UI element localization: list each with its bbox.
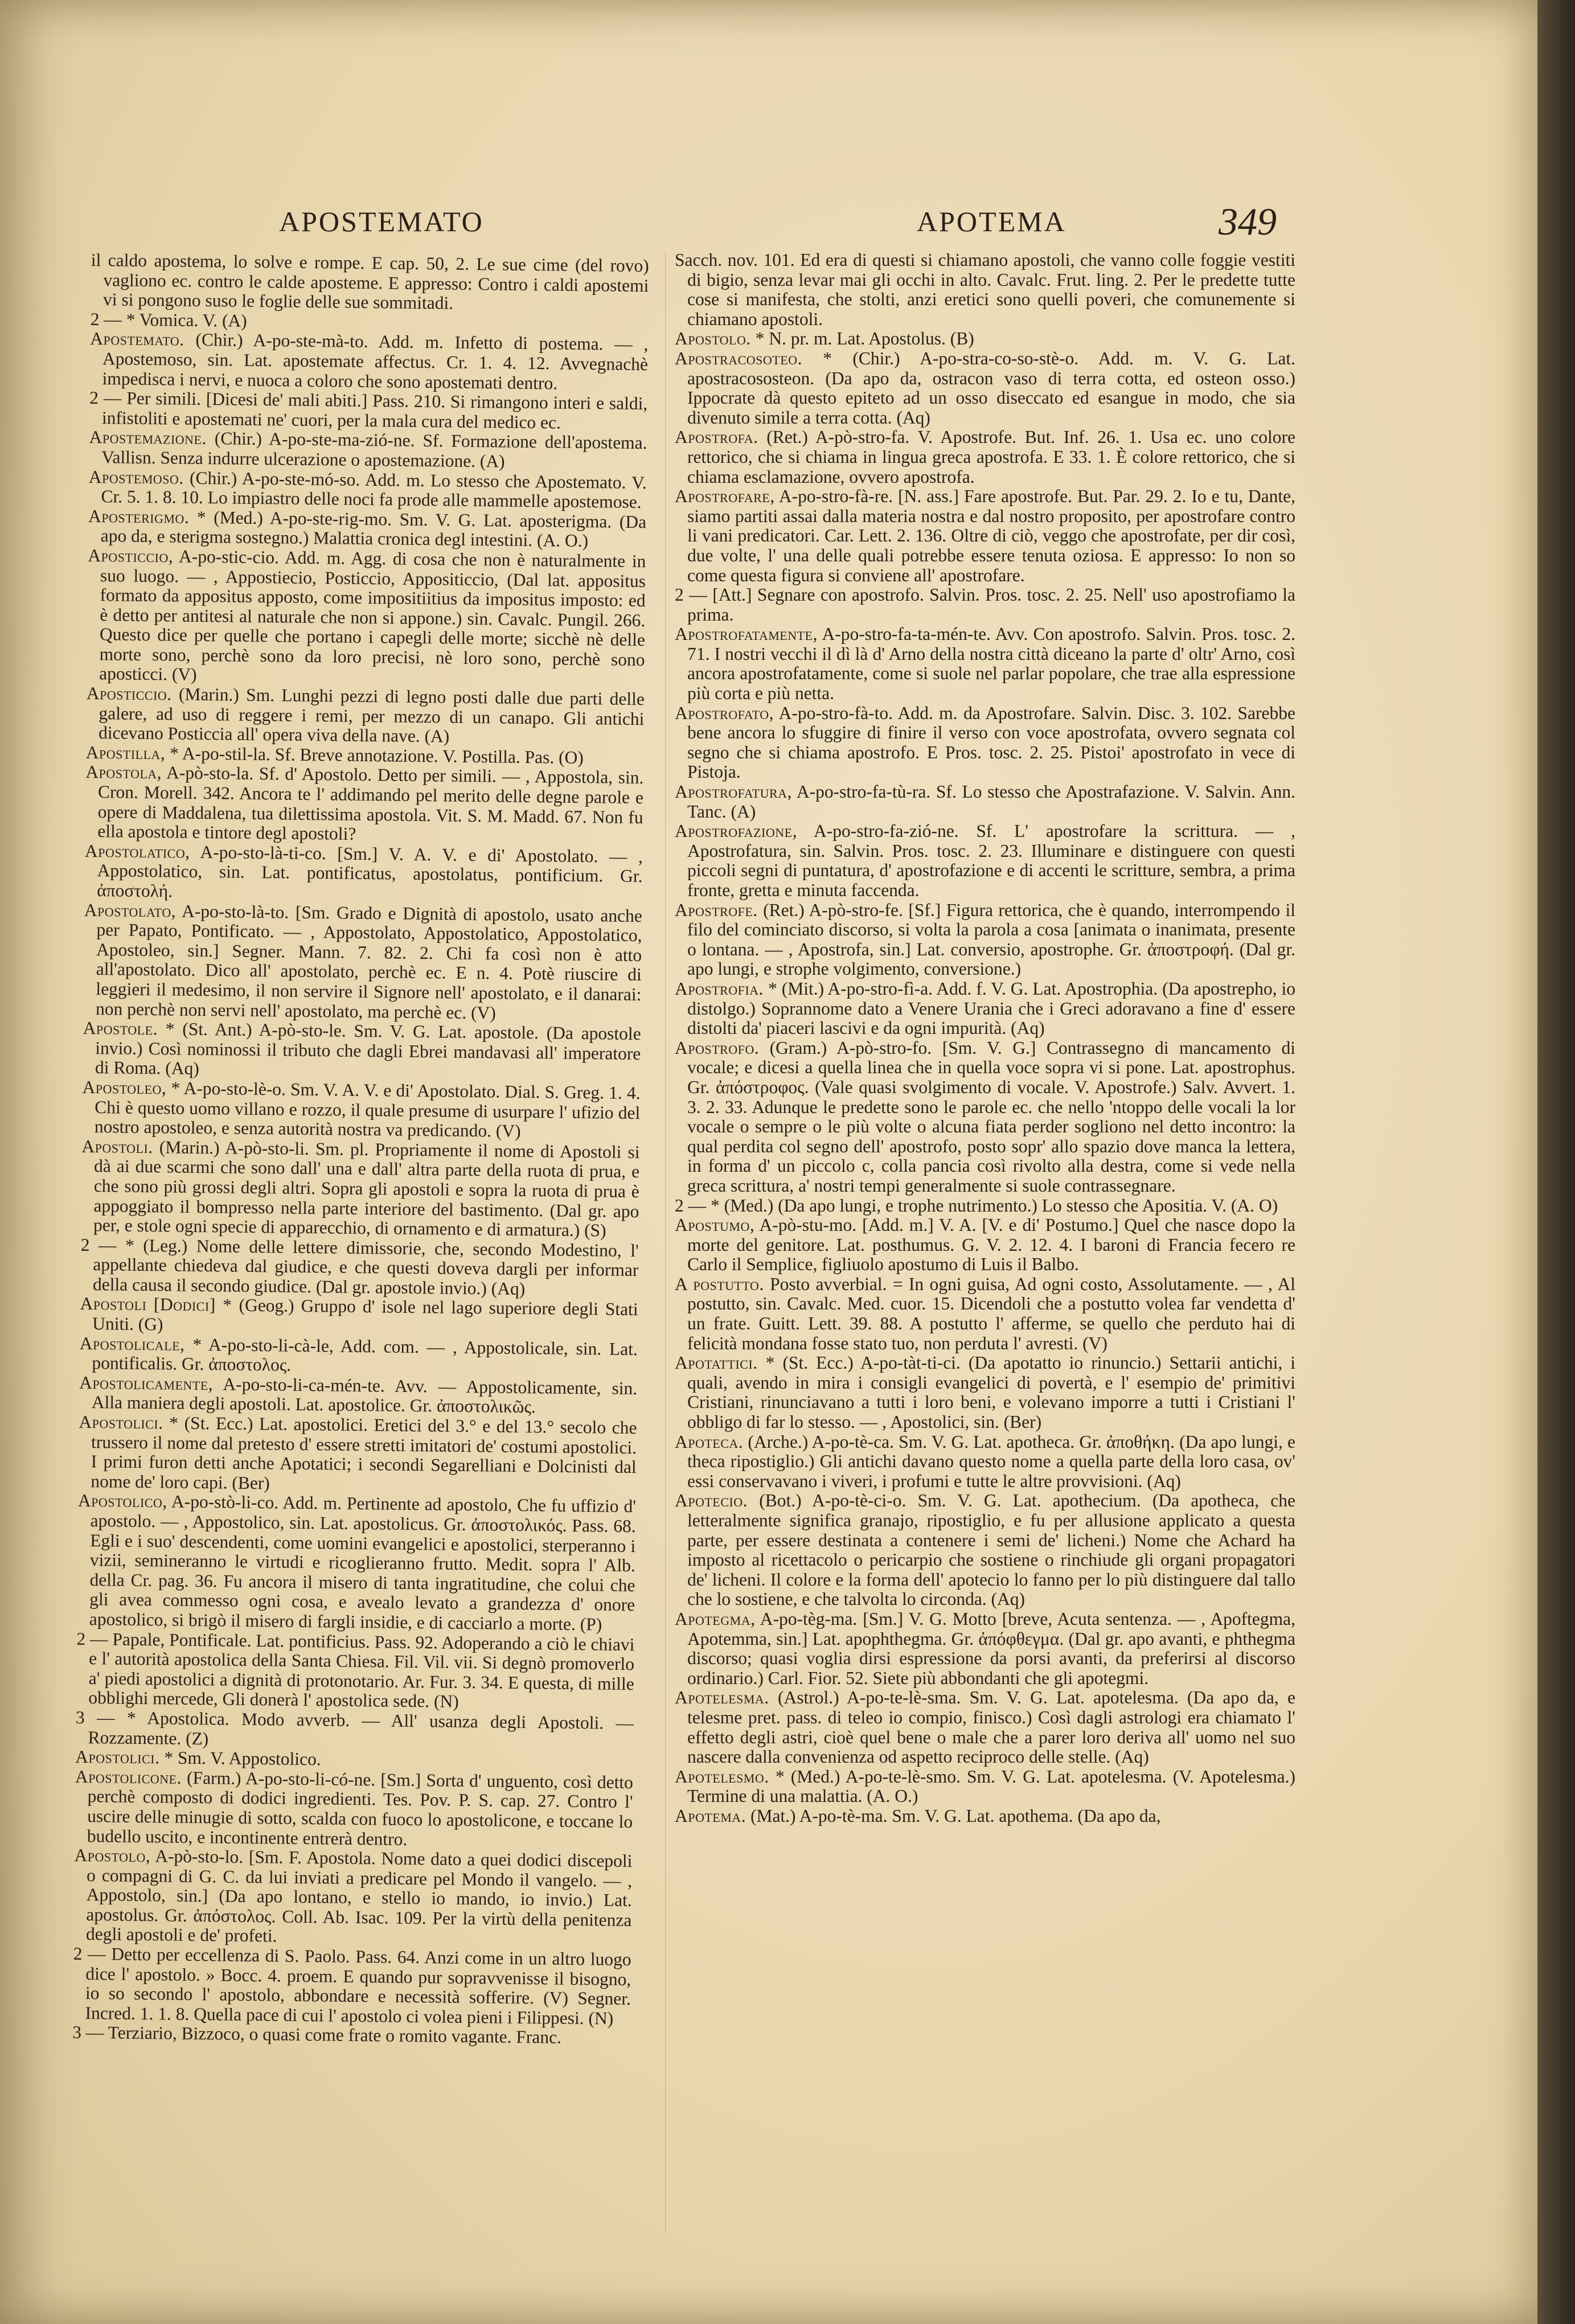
dictionary-entry	[73, 1846, 633, 1950]
entry-text: 3 — * Apostolica. Modo avverb. — All' usanza degli Apostoli. — Rozzamente. (Z)	[75, 1707, 634, 1748]
dictionary-entry	[675, 329, 1295, 349]
page-number: 349	[1219, 200, 1277, 243]
entry-headword: Apostrofe.	[675, 900, 758, 920]
dictionary-entry	[675, 1432, 1295, 1492]
entry-headword: Apostoleo,	[82, 1077, 167, 1098]
dictionary-entry	[675, 1353, 1295, 1432]
entry-headword: Apostemoso.	[88, 466, 184, 488]
dictionary-entry	[675, 1609, 1295, 1688]
entry-text: A-po-stro-fà-re. [N. ass.] Fare apostrofe. But. Par. 29. 2. Io e tu, Dante, siamo partiti assai dalla materia nostra e dal nostro proposito, per apostrofare contro li vani predicatori. Car. Lett. 2. 136. Oltre di ciò, veggo che apostrofate, per dir così, due volte, l' una delle quali potrebbe essere tenuta oziosa. E appresso: Io non so come questa figura si conviene all' apostrofare.	[687, 486, 1295, 585]
entry-text: 2 — * Vomica. V. (A)	[90, 309, 247, 331]
entry-headword: Apostolicale,	[79, 1333, 185, 1354]
dictionary-entry	[89, 428, 647, 473]
dictionary-entry	[75, 1708, 634, 1753]
right-column	[675, 251, 1295, 1826]
entry-text: A-po-tèg-ma. [Sm.] V. G. Motto [breve, Acuta sentenza. — , Apoftegma, Apotemma, sin.] Lat. apophthegma. Gr. ἀπόφθεγμα. (Dal gr. apo avanti, e phthegma discorso; quasi voglia dirsi espressione da porsi avanti, da preferirsi al discorso ordinario.) Carl. Fior. 52. Siete più abbondanti che gli apotegmi.	[687, 1608, 1296, 1688]
entry-headword: Apotema.	[675, 1805, 747, 1826]
entry-text: * A-po-sto-li-cà-le, Add. com. — , Appostolicale, sin. Lat. pontificalis. Gr. ἀποστολος.	[92, 1334, 638, 1375]
entry-text: A-po-sto-là-ti-co. [Sm.] V. A. V. e di' Apostolato. — , Appostolatico, sin. Lat. pontificatus, apostolatus, pontificium. Gr. ἀποστολή.	[97, 841, 643, 901]
entry-headword: Apotelesma.	[675, 1687, 769, 1708]
dictionary-entry	[89, 329, 648, 394]
dictionary-entry	[87, 546, 646, 689]
entry-text: (Marin.) Sm. Lunghi pezzi di legno posti dalle due parti delle galere, ad uso di reggere i remi, per mezzo di un canapo. Gli antichi dicevano Posticcia all' opera viva della nave. (A)	[98, 684, 645, 746]
entry-headword: Apostolici.	[79, 1411, 163, 1433]
entry-text: (Chir.) A-po-ste-ma-zió-ne. Sf. Formazione dell'apostema. Vallisn. Senza indurre ulcerazione o apostemazione. (A)	[101, 428, 647, 471]
dictionary-entry	[675, 349, 1295, 428]
dictionary-entry	[675, 1038, 1295, 1196]
dictionary-entry	[82, 1078, 641, 1143]
entry-headword: Apostracosoteo.	[675, 348, 802, 368]
dictionary-entry	[675, 1806, 1295, 1826]
entry-text: 2 — Per simili. [Dicesi de' mali abiti.] Pass. 210. Si rimangono interi e saldi, infistoliti e apostemati ne' cuori, per la mala cura del medico ec.	[89, 388, 648, 433]
dictionary-entry	[77, 1491, 636, 1635]
entry-text: (Marin.) A-pò-sto-li. Sm. pl. Propriamente il nome di Apostoli si dà ai due scarmi che sono dall' una e dall' altra parte della ruota di prua, e che sono più grossi degli altri. Sopra gli apostoli e sopra la ruota di prua è appoggiato il bompresso nella parte interiore del bastimento. (Dal gr. apo per, e stole ogni specie di apparecchio, di ornamento e di armatura.) (S)	[93, 1137, 640, 1241]
page-header	[0, 200, 1537, 245]
entry-headword: Apostolici.	[75, 1746, 160, 1768]
entry-headword: Apotegma,	[675, 1608, 756, 1629]
entry-text: (Bot.) A-po-tè-ci-o. Sm. V. G. Lat. apothecium. (Da apotheca, che letteralmente significa granajo, ripostiglio, e fu per allusione applicato a questa parte, per essere destinata a contenere i semi de' licheni.) Nome che Achard ha imposto al ricettacolo o pericarpio che sostiene o rinchiude gli organi propagatori de' licheni. Il colore e la forma dell' apotecio lo fanno per lo più distinguere dal tallo che lo sostiene, e che talvolta lo circonda. (Aq)	[687, 1491, 1295, 1609]
dictionary-entry	[675, 625, 1295, 703]
dictionary-entry	[81, 1137, 640, 1241]
entry-text: 2 — Detto per eccellenza di S. Paolo. Pass. 64. Anzi come in un altro luogo dice l' apostolo. » Bocc. 4. proem. E quando pur sopravvenisse il bisogno, io so secondo l' apostolo, abbondare e necessità sofferire. (V) Segner. Incred. 1. 1. 8. Quella pace di cui l' apostolo ci volea pieni i Filippesi. (N)	[73, 1943, 631, 2029]
entry-headword: Apostole.	[83, 1018, 158, 1039]
entry-headword: Apotecio.	[675, 1491, 748, 1511]
entry-headword: Apostrofato,	[675, 703, 774, 723]
entry-text: * Sm. V. Appostolico.	[164, 1747, 321, 1769]
page-edge	[1537, 0, 1575, 2324]
dictionary-entry	[675, 822, 1295, 900]
entry-text: A-po-stro-fa-tù-ra. Sf. Lo stesso che Apostrafazione. V. Salvin. Ann. Tanc. (A)	[687, 782, 1296, 822]
entry-headword: Apostolico,	[77, 1491, 167, 1512]
entry-text: 3 — Terziario, Bizzoco, o quasi come frate o romito vagante. Franc.	[72, 2022, 562, 2048]
entry-headword: Apotelesmo.	[675, 1766, 769, 1787]
running-head-right: APOTEMA	[917, 206, 1067, 237]
entry-text: (Arche.) A-po-tè-ca. Sm. V. G. Lat. apotheca. Gr. ἀποθήκη. (Da apo lungi, e theca ripostiglio.) Gli antichi davano questo nome a quella parte della loro casa, ov' essi conservavano i viveri, i profumi e tutte le altre provvisioni. (Aq)	[687, 1431, 1296, 1491]
entry-headword: Apostola,	[85, 762, 162, 783]
dictionary-entry	[675, 1196, 1295, 1216]
dictionary-entry	[79, 1334, 638, 1379]
left-column	[72, 251, 649, 2048]
entry-text: * (Med.) A-po-te-lè-smo. Sm. V. G. Lat. apotelesma. (V. Apotelesma.) Termine di una malattia. (A. O.)	[687, 1766, 1296, 1806]
entry-text: (Ret.) A-pò-stro-fa. V. Apostrofe. But. Inf. 26. 1. Usa ec. uno colore rettorico, che si chiama in lingua greca apostrofa. E 33. 1. È colore rettorico, che si chiama esclamazione, ovvero apostrofa.	[687, 427, 1296, 487]
entry-text: A-pò-sto-lo. [Sm. F. Apostola. Nome dato a quei dodici discepoli o compagni di G. C. da lui inviati a predicare pel Mondo il vangelo. — , Appostolo, sin.] (Da apo lontano, e stello io mando, io invio.) Lat. apostolus. Gr. ἀπόστολος. Coll. Ab. Isac. 109. Per la virtù della penitenza degli apostoli e de' profeti.	[85, 1846, 633, 1947]
entry-headword: Apostolatico,	[84, 840, 190, 862]
dictionary-entry	[675, 585, 1295, 625]
entry-text: * (St. Ecc.) A-po-tàt-ti-ci. (Da apotatto io rinuncio.) Settarii antichi, i quali, avendo in mira i consigli evangelici di povertà, e l' esempio de' primitivi Cristiani, rinunciavano a tutti i loro beni, e volevano imporre a tutti i Cristiani l' obbligo di far lo stesso. — , Apostolici, sin. (Ber)	[687, 1353, 1296, 1432]
dictionary-entry	[675, 428, 1295, 487]
entry-headword: Apostolicamente,	[79, 1372, 214, 1394]
entry-text: il caldo apostema, lo solve e rompe. E cap. 50, 2. Le sue cime (del rovo) vagliono ec. contro le calde apostemе. E appresso: Contro i caldi apostemi vi si pongono suso le foglie delle sue sommitadi.	[91, 250, 649, 313]
entry-headword: Apostemato.	[90, 329, 184, 350]
entry-text: * (St. Ant.) A-pò-sto-le. Sm. V. G. Lat. apostole. (Da apostole invio.) Così nominossi il tributo che dagli Ebrei mandavasi all' imperatore di Roma. (Aq)	[95, 1019, 641, 1079]
entry-headword: Aposterigmo.	[88, 506, 190, 527]
entry-text: A-po-stro-fa-zió-ne. Sf. L' apostrofare la scrittura. — , Apostrofatura, sin. Salvin. Pros. tosc. 2. 23. Illuminare e distinguere con questi piccoli segni di puntatura, d' apostrofazione e di accenti le scritture, sembra, a prima fronte, gretta e minuta faccenda.	[687, 821, 1295, 900]
dictionary-entry	[675, 782, 1295, 822]
entry-text: A-po-sto-li-ca-mén-te. Avv. — Appostolicamente, sin. Alla maniera degli apostoli. Lat. apostolice. Gr. ἀποστολικῶς.	[91, 1374, 638, 1417]
entry-text: * N. pr. m. Lat. Apostolus. (B)	[755, 329, 974, 349]
dictionary-entry	[75, 1767, 633, 1852]
entry-headword: Apostrofo.	[675, 1037, 760, 1058]
entry-text: * A-po-stil-la. Sf. Breve annotazione. V. Postilla. Pas. (O)	[169, 743, 584, 767]
dictionary-entry	[86, 684, 645, 749]
entry-text: * (St. Ecc.) Lat. apostolici. Eretici del 3.° e del 13.° secolo che trussero il nome dal pretesto d' essere stretti imitatori de' costumi apostolici. I primi furon detti anche Apotatici; i secondi Segarelliani e Dolcinisti dal nome de' loro capi. (Ber)	[91, 1413, 637, 1493]
dictionary-entry	[83, 901, 642, 1025]
dictionary-entry	[675, 979, 1295, 1038]
entry-text: (Ret.) A-pò-stro-fe. [Sf.] Figura rettorica, che è quando, interrompendo il filo del cominciato discorso, si volta la parola a cosa [animata o inanimata, presente o lontana. — , Apostrofa, sin.] Lat. conversio, apostrophe. Gr. ἀποστροφή. (Dal gr. apo lungi, e strophe volgimento, conversione.)	[687, 900, 1295, 979]
entry-text: 2 — Papale, Pontificale. Lat. pontificius. Pass. 92. Adoperando a ciò le chiavi e l' autorità apostolica della Santa Chiesa. Fil. Vil. vii. Si degnò promoverlo a' piedi apostolici a dignità di protonotario. Ar. Fur. 3. 34. E questa, di mille obblighi mercede, Gli donerà l' apostolica sede. (N)	[76, 1628, 635, 1712]
dictionary-entry	[83, 1019, 641, 1083]
entry-text: (Geog.) Gruppo d' isole nel lago superiore degli Stati Uniti. (G)	[92, 1295, 638, 1335]
entry-headword: A postutto.	[675, 1274, 764, 1294]
entry-text: (Mat.) A-po-tè-ma. Sm. V. G. Lat. apothema. (Da apo da,	[750, 1805, 1161, 1826]
entry-headword: Apostrofia.	[675, 978, 764, 999]
dictionary-entry	[675, 1688, 1295, 1767]
entry-text: A-po-stic-cio. Add. m. Agg. di cosa che non è naturalmente in suo luogo. — , Appostiecio, Posticcio, Appositiccio, (Dal lat. appositus formato da appositus apposto, come impositiitius da impositus imposto: ed è detto per antitesi al naturale che non si appone.) sin. Cavalc. Pungil. 266. Questo dice per quelle che portano i capegli delle morte; sicchè nè delle morte sono, perchè sono da loro precisi, nè loro sono, perchè sono aposticci. (V)	[99, 546, 646, 685]
entry-headword: Aposticcio,	[88, 545, 174, 566]
dictionary-entry	[675, 487, 1295, 585]
entry-headword: Apostrofatura,	[675, 782, 792, 802]
entry-headword: Apotattici.	[675, 1353, 758, 1373]
entry-text: * (Chir.) A-po-stra-co-so-stè-o. Add. m. V. G. Lat. apostracososteon. (Da apo da, ostracon vaso di terra cotta, ed osteon osso.) Ippocrate dà questo epiteto ad un osso diseccato ed esangue in modo, che sia divenuto simile a terra cotta. (Aq)	[687, 348, 1296, 428]
entry-headword: Apostemazione.	[89, 427, 207, 449]
dictionary-entry	[80, 1294, 638, 1339]
entry-headword: Aposticcio.	[86, 683, 172, 704]
dictionary-entry	[675, 901, 1295, 979]
entry-text: (Chir.) A-po-ste-mó-so. Add. m. Lo stesso che Apostemato. V. Cr. 5. 1. 8. 10. Lo impiastro delle noci fa prode alle mammelle apostemose.	[101, 467, 647, 512]
dictionary-entry	[88, 467, 647, 512]
entry-text: A-po-stro-fà-to. Add. m. da Apostrofare. Salvin. Disc. 3. 102. Sarebbe bene ancora lo sfuggire di finire il verso con voce apostrofata, ovvero segnata col segno che si chiama apostrofo. E Pros. tosc. 2. 25. Pistoi' apostrofato in vece di Pistoja.	[687, 703, 1295, 782]
entry-headword: Apostrofa.	[675, 427, 758, 447]
dictionary-entry	[89, 388, 648, 433]
entry-text: (Astrol.) A-po-te-lè-sma. Sm. V. G. Lat. apotelesma. (Da apo da, e telesme pret. pass. di teleo io compio, finisco.) Così dagli astrologi era chiamato l' effetto degli astri, cioè quel bene o male che a parer loro deriva all' uomo nel suo nascere dalla convenienza od aspetto reciproco delle stelle. (Aq)	[687, 1687, 1296, 1767]
entry-text: Posto avverbial. = In ogni guisa, Ad ogni costo, Assolutamente. — , Al postutto, sin. Cavalc. Med. cuor. 15. Dicendoli che a postutto volea far vendetta d' un frate. Guitt. Lett. 39. 88. A postutto l' afferme, se quello che perduto hai di felicità mondana fosse stato tuo, non perduta l' avresti. (V)	[687, 1274, 1296, 1353]
entry-headword: Apostolicone.	[75, 1766, 182, 1788]
entry-text: A-po-sto-là-to. [Sm. Grado e Dignità di apostolo, usato anche per Papato, Pontificato. — , Appostolato, Appostolatico, Appostolatico, Apostoleo, sin.] Segner. Mann. 7. 82. 2. Chi fa così non è atto all'apostolato. Dico all' apostolato, perchè ec. E n. 4. Potè riuscire di leggieri il medesimo, il non servire il Signore nell' apostolato, e il danarai: non perchè non servi nell' apostolato, ma perchè ec. (V)	[95, 901, 643, 1023]
dictionary-entry	[78, 1413, 637, 1497]
entry-headword: Apostoli [Dodici] *	[80, 1294, 232, 1316]
entry-text: 2 — * (Leg.) Nome delle lettere dimissorie, che, secondo Modestino, l' appellante chiedeva dal giudice, e che questi doveva dargli per informar della causa il secondo giudice. (Dal gr. apostole invio.) (Aq)	[80, 1234, 639, 1299]
entry-text: (Gram.) A-pò-stro-fo. [Sm. V. G.] Contrassegno di mancamento di vocale; e dicesi a quella linea che in quella voce sopra vi si pone. Lat. apostrophus. Gr. ἀπόστροφος. (Vale quasi svolgimento di vocale. V. Apostrofe.) Salv. Avvert. 1. 3. 2. 33. Adunque le predette sono le parole ec. che nello 'ntoppo delle vocali la lor vocale o sempre o le più volte o alcuna fiata perder sogliono nel detto incontro: la qual perdita col segno dell' apostrofo, posto sopr' allo spazio dove manca la lettera, in forma d' un piccolo c, colla pancia così rivolto alla destra, come si vede nella greca scrittura, a' nostri tempi generalmente si suole contrassegnare.	[687, 1037, 1295, 1196]
entry-text: Sacch. nov. 101. Ed era di questi si chiamano apostoli, che vanno colle foggie vestiti di bigio, senza levar mai gli occhi in alto. Cavalc. Frut. ling. 2. Per le predette tutte cose si manifesta, che stolti, anzi eretici sono quelli poveri, che comunemente si chiamano apostoli.	[675, 250, 1295, 329]
column-divider	[665, 251, 666, 2232]
entry-text: * (Mit.) A-po-stro-fì-a. Add. f. V. G. Lat. Apostrophia. (Da apostrepho, io distolgo.) Soprannome dato a Venere Urania che i Greci adoravano a fine d' essere distolti da' piaceri lascivi e da ogni impurità. (Aq)	[687, 978, 1296, 1038]
entry-text: * A-po-sto-lè-o. Sm. V. A. V. e di' Apostolato. Dial. S. Greg. 1. 4. Chi è questo uomo villano e rozzo, il quale presume di usurpare l' ufizio del nostro apostoleo, e senza autorità nostra va predicando. (V)	[94, 1078, 641, 1142]
dictionary-entry	[84, 841, 643, 906]
entry-headword: Apostilla,	[85, 742, 166, 763]
entry-headword: Apostumo,	[675, 1215, 755, 1235]
dictionary-entry	[91, 251, 649, 315]
dictionary-entry	[675, 1216, 1295, 1275]
entry-headword: Apostolato,	[84, 900, 177, 921]
entry-text: A-pò-sto-la. Sf. d' Apostolo. Detto per simili. — , Appostola, sin. Cron. Morell. 342. Ancora te l' addimando pel merito delle degne parole e opere di Maddalena, tua dilettissima apostola. Vit. S. M. Madd. 67. Non fu ella apostola e tintore degl apostoli?	[97, 762, 644, 844]
dictionary-entry	[88, 507, 647, 552]
dictionary-entry	[72, 1944, 631, 2029]
entry-text: 2 — * (Med.) (Da apo lungi, e trophe nutrimento.) Lo stesso che Apositia. V. (A. O)	[675, 1195, 1278, 1216]
entry-headword: Apostolo,	[74, 1845, 151, 1866]
dictionary-entry	[76, 1629, 634, 1714]
dictionary-entry	[675, 1275, 1295, 1353]
dictionary-entry	[85, 762, 643, 847]
dictionary-entry	[79, 1373, 638, 1418]
entry-headword: Apostolo.	[675, 329, 751, 349]
entry-text: (Farm.) A-po-sto-li-có-ne. [Sm.] Sorta d' unguento, così detto perchè composto di dodici ingredienti. Tes. Pov. P. S. cap. 27. Contro l' uscire delle minugie di sotto, scalda con fuoco lo apostolicone, e toccane lo budello uscito, e incontinente entrerà dentro.	[87, 1767, 634, 1849]
entry-headword: Apostrofare,	[675, 486, 775, 507]
entry-text: (Chir.) A-po-ste-mà-to. Add. m. Infetto di postema. — , Apostemoso, sin. Lat. apostemate affectus. Cr. 1. 4. 12. Avvegnachè impedisca i nervi, e nuoca a coloro che sono apostemati dentro.	[102, 330, 649, 393]
dictionary-entry	[675, 251, 1295, 329]
entry-text: 2 — [Att.] Segnare con apostrofo. Salvin. Pros. tosc. 2. 25. Nell' uso apostrofiamo la prima.	[675, 585, 1295, 625]
dictionary-entry	[675, 1767, 1295, 1806]
entry-text: A-po-stro-fa-ta-mén-te. Avv. Con apostrofo. Salvin. Pros. tosc. 2. 71. I nostri vecchi il dì là d' Arno della nostra città diceano la parte d' oltr' Arno, così ancora apostrofatamente, come si suole nel parlar popolare, che trae alla espressione più corta e più netta.	[687, 624, 1295, 704]
running-head-left: APOSTEMATO	[279, 206, 484, 237]
dictionary-entry	[80, 1235, 639, 1300]
entry-headword: Apostoli.	[81, 1136, 153, 1157]
entry-headword: Apostrofatamente,	[675, 624, 818, 644]
entry-headword: Apostrofazione,	[675, 821, 797, 841]
dictionary-entry	[675, 1491, 1295, 1609]
entry-text: A-pò-stu-mo. [Add. m.] V. A. [V. e di' Postumo.] Quel che nasce dopo la morte del genitore. Lat. posthumus. G. V. 2. 12. 4. I baroni di Francia fecero re Carlo il Semplice, figliuolo apostumo di Luis il Balbo.	[687, 1215, 1295, 1275]
dictionary-entry	[675, 704, 1295, 782]
entry-text: * (Med.) A-po-ste-rig-mo. Sm. V. G. Lat. aposterigma. (Da apo da, e sterigma sostegno.) Malattia cronica degl intestini. (A. O.)	[100, 507, 647, 551]
entry-headword: Apoteca.	[675, 1431, 744, 1452]
entry-text: A-po-stò-li-co. Add. m. Pertinente ad apostolo, Che fu uffizio d' apostolo. — , Appostolico, sin. Lat. apostolicus. Gr. ἀποστολικός. Pass. 68. Egli e i suo' descendenti, come uomini evangelici e apostolici, sterperanno i vizii, semineranno le virtudi e ricoglieranno frutto. Medit. sopra l' Alb. della Cr. pag. 36. Fu ancora il misero di tanta ingratitudine, che colui che gli avea commesso ogni cosa, e avealo levato a grandezza d' onore apostolico, si brigò il misero di fargli insidie, e di cacciarlo a morte. (P)	[89, 1492, 637, 1635]
